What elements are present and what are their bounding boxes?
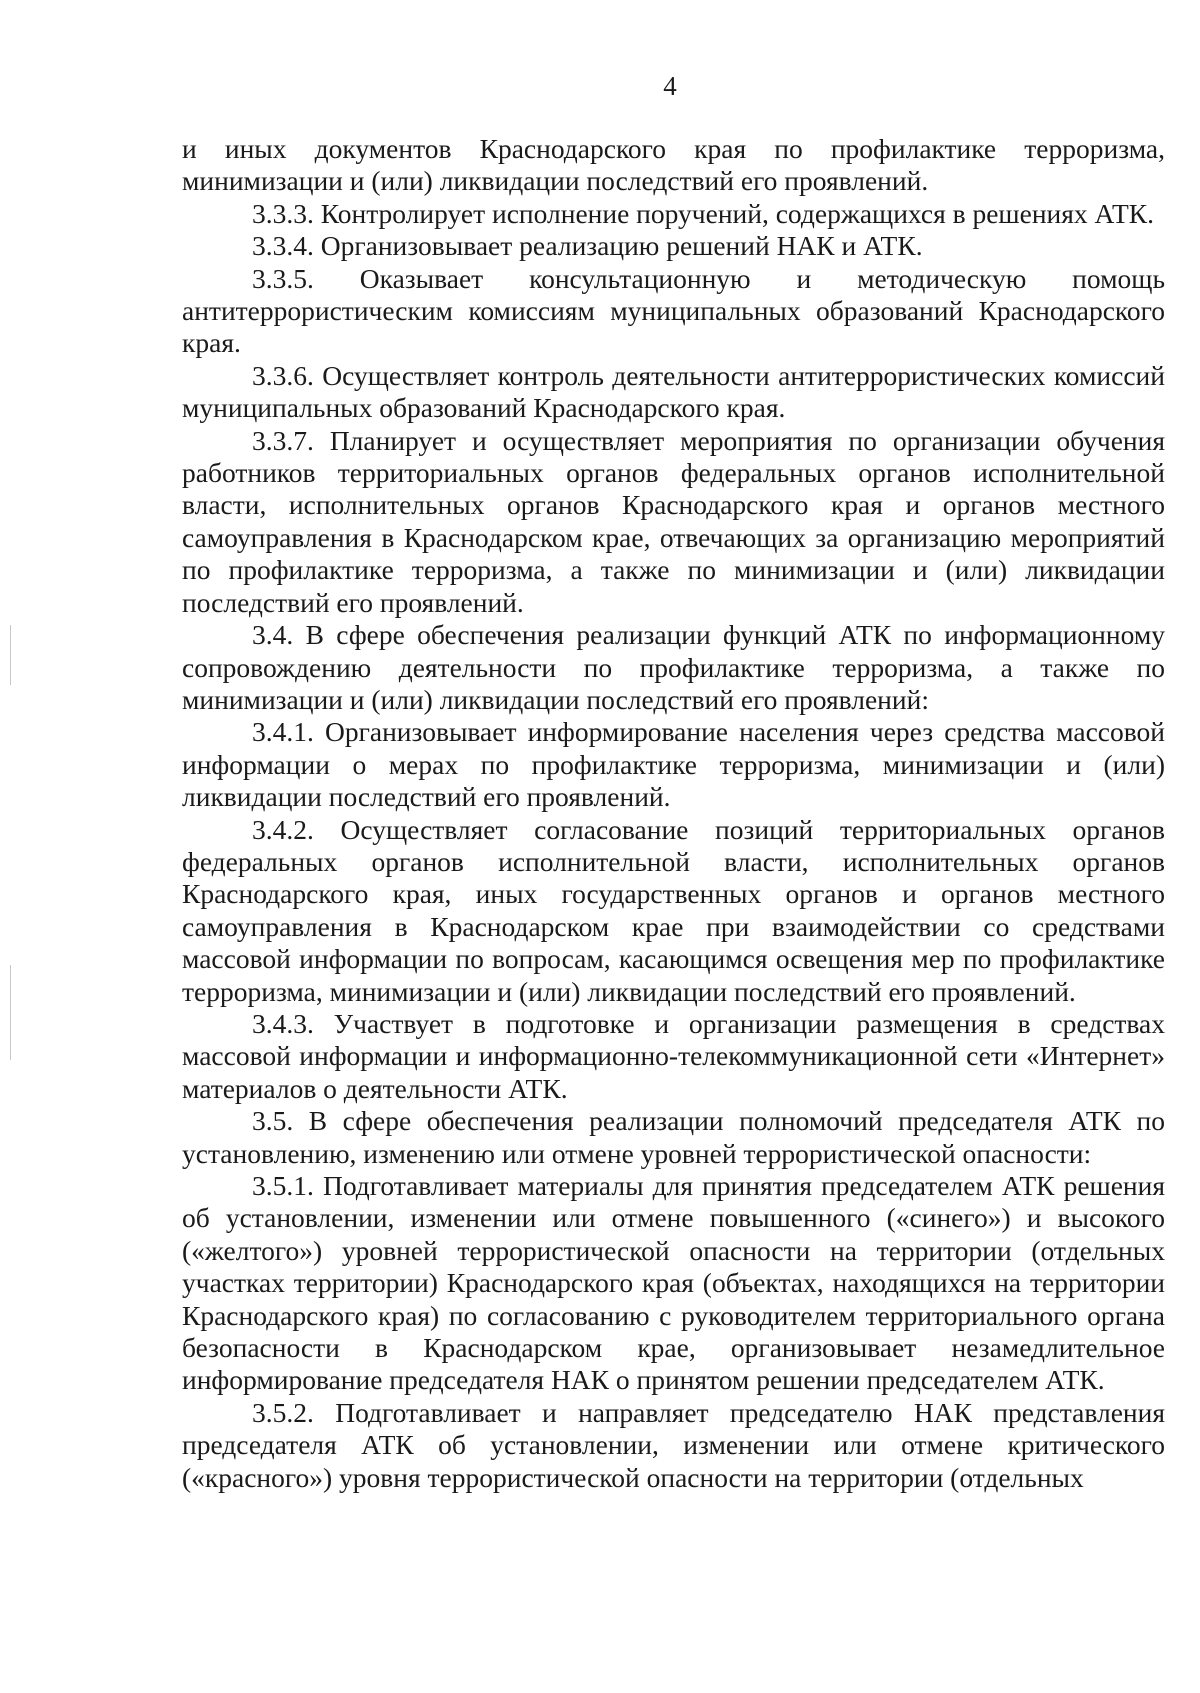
- paragraph-3-3-7: 3.3.7. Планирует и осуществляет мероприятия по организации обучения работников территориальных органов федеральных органов исполнительной власти, исполнительных органов Краснодарского края и органов местного самоуправления в Краснодарском крае, отвечающих за организацию мероприятий по профилактике терроризма, а также по минимизации и (или) ликвидации последствий его проявлений.: [182, 424, 1165, 618]
- paragraph-3-3-6: 3.3.6. Осуществляет контроль деятельности антитеррористических комиссий муниципальных образований Краснодарского края.: [182, 359, 1165, 424]
- page-number: 4: [663, 71, 677, 101]
- paragraph-continuation: и иных документов Краснодарского края по профилактике терроризма, минимизации и (или) ликвидации последствий его проявлений.: [182, 133, 1165, 197]
- paragraph-3-3-5: 3.3.5. Оказывает консультационную и методическую помощь антитеррористическим комиссиям муниципальных образований Краснодарского края.: [182, 262, 1165, 359]
- document-body: [182, 133, 1165, 1494]
- paragraph-3-3-3: 3.3.3. Контролирует исполнение поручений, содержащихся в решениях АТК.: [252, 197, 1154, 229]
- scan-artifact-mark: [10, 625, 11, 685]
- scan-artifact-mark: [10, 965, 11, 1060]
- paragraph-3-4-3: 3.4.3. Участвует в подготовке и организации размещения в средствах массовой информации и информационно-телекоммуникационной сети «Интернет» материалов о деятельности АТК.: [182, 1007, 1165, 1104]
- paragraph-3-5: 3.5. В сфере обеспечения реализации полномочий председателя АТК по установлению, изменению или отмене уровней террористической опасности:: [182, 1105, 1165, 1169]
- paragraph-3-3-4: 3.3.4. Организовывает реализацию решений НАК и АТК.: [252, 230, 923, 262]
- paragraph-3-5-1: 3.5.1. Подготавливает материалы для принятия председателем АТК решения об установлении, изменении или отмене повышенного («синего») и высокого («желтого») уровней террористической опасности на территории (отдельных участках территории) Краснодарского края (объектах, находящихся на территории Краснодарского края) по согласованию с руководителем территориального органа безопасности в Краснодарском крае, организовывает незамедлительное информирование председателя НАК о принятом решении председателем АТК.: [182, 1170, 1165, 1396]
- paragraph-3-4-1: 3.4.1. Организовывает информирование населения через средства массовой информации о мерах по профилактике терроризма, минимизации и (или) ликвидации последствий его проявлений.: [182, 716, 1165, 813]
- paragraph-3-4: 3.4. В сфере обеспечения реализации функций АТК по информационному сопровождению деятельности по профилактике терроризма, а также по минимизации и (или) ликвидации последствий его проявлений:: [182, 619, 1165, 715]
- paragraph-3-5-2: 3.5.2. Подготавливает и направляет председателю НАК представления председателя АТК об установлении, изменении или отмене критического («красного») уровня террористической опасности на территории (отдельных: [182, 1396, 1165, 1493]
- paragraph-3-4-2: 3.4.2. Осуществляет согласование позиций территориальных органов федеральных органов исполнительной власти, исполнительных органов Краснодарского края, иных государственных органов и органов местного самоуправления в Краснодарском крае при взаимодействии со средствами массовой информации по вопросам, касающимся освещения мер по профилактике терроризма, минимизации и (или) ликвидации последствий его проявлений.: [182, 813, 1165, 1007]
